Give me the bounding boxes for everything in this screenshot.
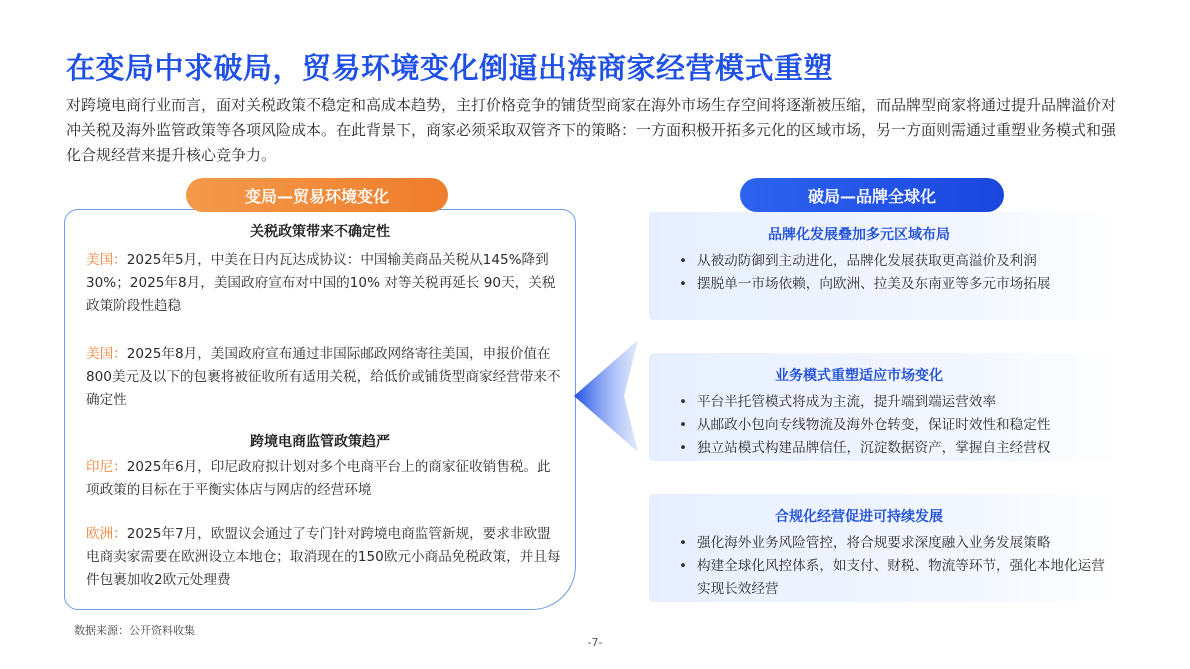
entry-text: 2025年8月，美国政府宣布通过非国际邮政网络寄往美国，申报价值在800美元及以下的包裹将被征收所有适用关税，给低价或铺货型商家经营带来不确定性 [86, 346, 561, 408]
entry-us-tariff [86, 249, 564, 318]
list-item: • 从邮政小包向专线物流及海外仓转变，保证时效性和稳定性 [677, 414, 1113, 437]
card-compliance [649, 494, 1119, 602]
list-item: • 构建全球化风控体系，如支付、财税、物流等环节，强化本地化运营实现长效经营 [677, 555, 1113, 601]
list-item: • 强化海外业务风险管控，将合规要求深度融入业务发展策略 [677, 532, 1113, 555]
page-number: -7- [587, 636, 603, 649]
card-title: 合规化经营促进可持续发展 [775, 509, 943, 525]
entry-region: 欧洲： [86, 526, 127, 542]
list-item: • 平台半托管模式将成为主流，提升端到端运营效率 [677, 391, 1113, 414]
card-bullet-list [677, 250, 1113, 296]
left-arrow-icon [570, 338, 642, 454]
trade-change-panel [64, 209, 576, 610]
entry-text: 2025年5月，中美在日内瓦达成协议：中国输美商品关税从145%降到30%；2025年8月，美国政府宣布对中国的10% 对等关税再延长 90天，关税政策阶段性趋稳 [86, 252, 556, 314]
card-bullet-list [677, 391, 1113, 460]
data-source-note: 数据来源：公开资料收集 [74, 624, 195, 637]
card-brand-diversification [649, 212, 1119, 320]
card-business-model [649, 353, 1119, 461]
entry-us-parcel [86, 343, 564, 412]
card-title: 业务模式重塑适应市场变化 [775, 368, 943, 384]
entry-region: 美国： [86, 252, 127, 268]
card-title: 品牌化发展叠加多元区域布局 [768, 227, 950, 243]
entry-text: 2025年7月，欧盟议会通过了专门针对跨境电商监管新规，要求非欧盟电商卖家需要在欧洲设立本地仓；取消现在的150欧元小商品免税政策，并且每件包裹加收2欧元处理费 [86, 526, 561, 588]
list-item: • 独立站模式构建品牌信任，沉淀数据资产，掌握自主经营权 [677, 437, 1113, 460]
list-item: • 从被动防御到主动进化，品牌化发展获取更高溢价及利润 [677, 250, 1113, 273]
entry-text: 2025年6月，印尼政府拟计划对多个电商平台上的商家征收销售税。此项政策的目标在于平衡实体店与网店的经营环境 [86, 459, 551, 498]
page-title: 在变局中求破局，贸易环境变化倒逼出海商家经营模式重塑 [66, 51, 834, 85]
card-bullet-list [677, 532, 1113, 601]
left-pill-header: 变局—贸易环境变化 [186, 178, 448, 212]
entry-indonesia [86, 456, 564, 502]
entry-region: 美国： [86, 346, 127, 362]
regulation-section-title: 跨境电商监管政策趋严 [250, 434, 390, 450]
entry-europe [86, 523, 564, 592]
intro-paragraph: 对跨境电商行业而言，面对关税政策不稳定和高成本趋势，主打价格竞争的铺货型商家在海外市场生存空间将逐渐被压缩，而品牌型商家将通过提升品牌溢价对冲关税及海外监管政策等各项风险成本。在此背景下，商家必须采取双管齐下的策略：一方面积极开拓多元化的区域市场，另一方面则需通过重塑业务模式和强化合规经营来提升核心竞争力。 [66, 96, 1117, 164]
right-pill-header: 破局—品牌全球化 [740, 178, 1004, 212]
list-item: • 摆脱单一市场依赖，向欧洲、拉美及东南亚等多元市场拓展 [677, 273, 1113, 296]
tariff-section-title: 关税政策带来不确定性 [250, 224, 390, 240]
entry-region: 印尼： [86, 459, 127, 475]
